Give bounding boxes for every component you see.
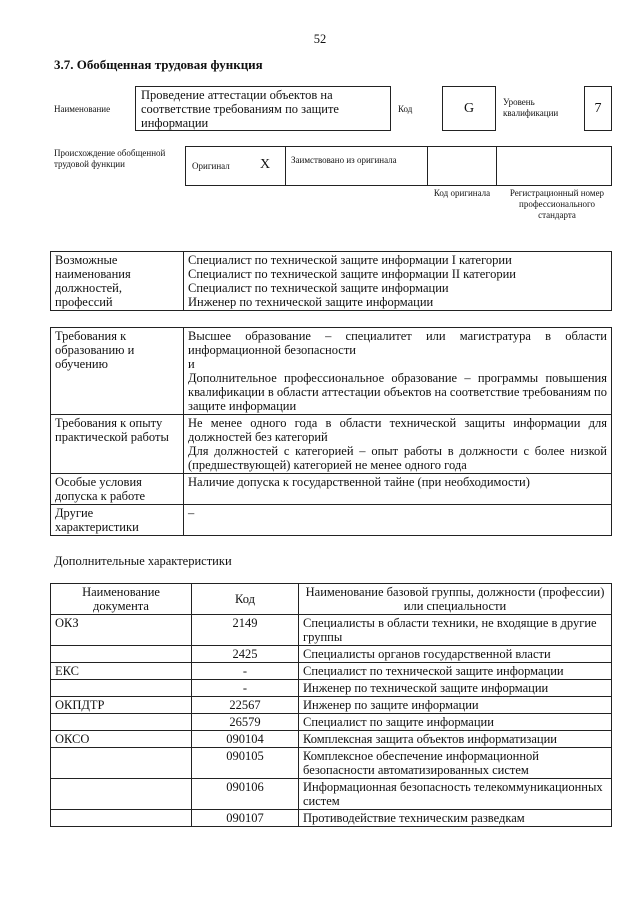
document-cell [51, 748, 192, 779]
name-label: Наименование [54, 104, 111, 114]
requirement-label: Требования к опыту практической работы [51, 415, 184, 474]
table-row [51, 714, 612, 731]
name-cell: Специалисты органов государственной власти [299, 646, 612, 663]
function-name: Проведение аттестации объектов на соответствие требованиям по защите информации [135, 86, 391, 131]
name-cell: Комплексная защита объектов информатизации [299, 731, 612, 748]
requirements-table [50, 327, 612, 536]
position-item: Специалист по технической защите информации II категории [188, 267, 516, 281]
code-cell: 22567 [192, 697, 299, 714]
code-value: G [442, 86, 496, 131]
name-cell: Инженер по защите информации [299, 697, 612, 714]
requirement-line: Не менее одного года в области технической защиты информации для должностей без категорий [188, 416, 607, 444]
document-cell [51, 714, 192, 731]
origin-label: Происхождение обобщенной трудовой функции [54, 148, 166, 169]
requirement-label: Требования к образованию и обучению [51, 328, 184, 415]
code-label: Код [398, 104, 413, 114]
origin-divider [285, 146, 286, 186]
position-item: Специалист по технической защите информации I категории [188, 253, 512, 267]
name-cell: Специалист по технической защите информации [299, 663, 612, 680]
name-cell: Комплексное обеспечение информационной безопасности автоматизированных систем [299, 748, 612, 779]
position-item: Инженер по технической защите информации [188, 295, 434, 309]
document-cell: ЕКС [51, 663, 192, 680]
table-row [51, 810, 612, 827]
requirement-line: Высшее образование – специалитет или магистратура в области информационной безопасности [188, 329, 607, 357]
original-label: Оригинал [192, 161, 230, 171]
code-cell: 090105 [192, 748, 299, 779]
document-cell: ОКПДТР [51, 697, 192, 714]
code-original-caption: Код оригинала [433, 188, 491, 198]
code-cell: 090104 [192, 731, 299, 748]
table-row [51, 615, 612, 646]
code-cell: 090107 [192, 810, 299, 827]
table-row [51, 748, 612, 779]
level-value: 7 [584, 86, 612, 131]
origin-divider [427, 146, 428, 186]
table-row [51, 680, 612, 697]
document-cell: ОКСО [51, 731, 192, 748]
requirement-line: – [188, 506, 195, 520]
positions-table [50, 251, 612, 311]
name-cell: Специалист по защите информации [299, 714, 612, 731]
level-label: Уровень квалификации [503, 97, 559, 118]
name-cell: Противодействие техническим разведкам [299, 810, 612, 827]
document-cell [51, 810, 192, 827]
requirement-label: Другие характеристики [51, 505, 184, 536]
origin-divider [496, 146, 497, 186]
original-mark: X [260, 157, 271, 172]
table-row [51, 646, 612, 663]
code-cell: 2149 [192, 615, 299, 646]
column-header: Код [192, 584, 299, 615]
document-cell: ОКЗ [51, 615, 192, 646]
code-cell: - [192, 680, 299, 697]
name-cell: Инженер по технической защите информации [299, 680, 612, 697]
section-title: 3.7. Обобщенная трудовая функция [54, 57, 263, 72]
name-cell: Специалисты в области техники, не входящие в другие группы [299, 615, 612, 646]
requirement-line: и [188, 357, 195, 371]
requirement-line: Дополнительное профессиональное образование – программы повышения квалификации в области аттестации объектов на соответствие требованиям по защите информации [188, 371, 607, 413]
positions-label: Возможные наименования должностей, профессий [51, 252, 184, 311]
page-number: 52 [313, 32, 327, 46]
table-row [51, 663, 612, 680]
requirement-line: Наличие допуска к государственной тайне (при необходимости) [188, 475, 530, 489]
additional-table [50, 583, 612, 827]
name-cell: Информационная безопасность телекоммуникационных систем [299, 779, 612, 810]
registration-caption: Регистрационный номер профессионального стандарта [509, 188, 605, 220]
code-cell: 090106 [192, 779, 299, 810]
column-header: Наименование документа [51, 584, 192, 615]
requirement-label: Особые условия допуска к работе [51, 474, 184, 505]
document-cell [51, 779, 192, 810]
position-item: Специалист по технической защите информации [188, 281, 449, 295]
code-cell: 2425 [192, 646, 299, 663]
code-cell: - [192, 663, 299, 680]
borrowed-label: Заимствовано из оригинала [291, 155, 397, 165]
column-header: Наименование базовой группы, должности (профессии) или специальности [299, 584, 612, 615]
document-cell [51, 646, 192, 663]
table-row [51, 697, 612, 714]
additional-title: Дополнительные характеристики [54, 554, 232, 568]
table-row [51, 779, 612, 810]
table-row [51, 731, 612, 748]
code-cell: 26579 [192, 714, 299, 731]
origin-box [185, 146, 612, 186]
document-cell [51, 680, 192, 697]
requirement-line: Для должностей с категорией – опыт работы в должности с более низкой (предшествующей) категорией не менее одного года [188, 444, 607, 472]
